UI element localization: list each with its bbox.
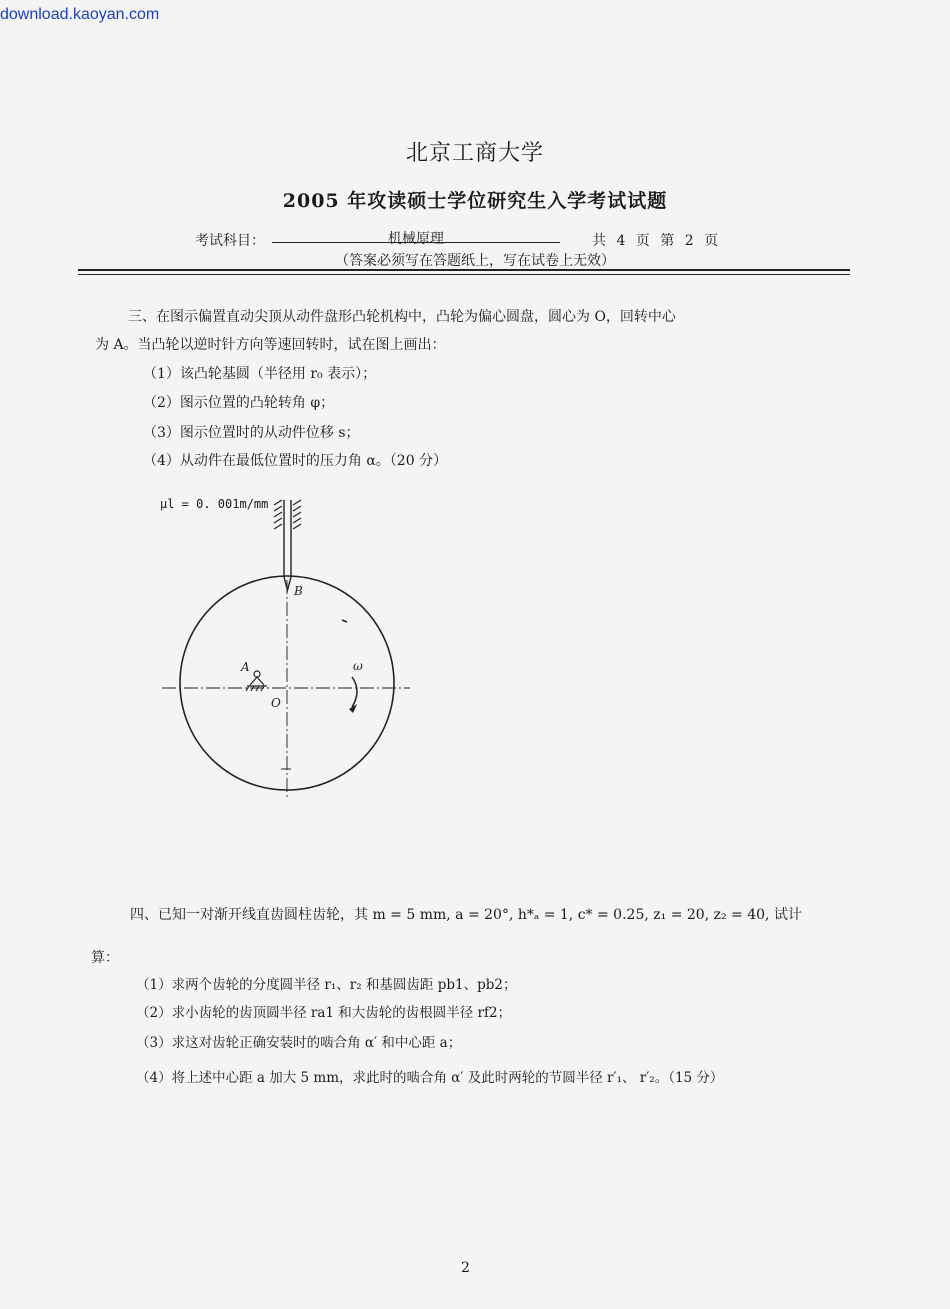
point-o-label: O (271, 696, 281, 710)
point-a-label: A (241, 660, 250, 674)
question4-item-4: （4）将上述中心距 a 加大 5 mm，求此时的啮合角 α′ 及此时两轮的节圆半径 r′₁、 r′₂。（15 分） (136, 1070, 724, 1086)
question4-item-3: （3）求这对齿轮正确安装时的啮合角 α′ 和中心距 a； (136, 1035, 462, 1051)
answer-notice: （答案必须写在答题纸上，写在试卷上无效） (335, 253, 615, 269)
question3-line2: 为 A。当凸轮以逆时针方向等速回转时，试在图上画出： (95, 337, 446, 353)
question4-item-2: （2）求小齿轮的齿顶圆半径 ra1 和大齿轮的齿根圆半径 rf2； (136, 1005, 512, 1021)
question3-item-1: （1）该凸轮基圆（半径用 r₀ 表示）； (143, 366, 377, 382)
page-count: 共 4 页 第 2 页 (592, 233, 719, 249)
rotation-arrow (352, 677, 357, 707)
point-b-label: B (294, 584, 303, 598)
header-rule-thin (78, 274, 850, 275)
subject-label: 考试科目： (195, 233, 265, 249)
exam-title: 2005 年攻读硕士学位研究生入学考试试题 (282, 190, 668, 212)
question4-line2: 算： (91, 950, 119, 966)
question3-item-3: （3）图示位置时的从动件位移 s； (143, 425, 360, 441)
question3-item-2: （2）图示位置的凸轮转角 φ； (143, 395, 335, 411)
question4-line1: 四、已知一对渐开线直齿圆柱齿轮，其 m = 5 mm, a = 20°, h*ₐ = 1, c* = 0.25, z₁ = 20, z₂ = 40, 试计 (130, 907, 802, 923)
omega-label: ω (353, 659, 363, 673)
watermark-link[interactable]: download.kaoyan.com (0, 6, 160, 23)
question4-item-1: （1）求两个齿轮的分度圆半径 r₁、r₂ 和基圆齿距 pb1、pb2； (136, 977, 517, 993)
header-rule-thick (78, 269, 850, 271)
page-number: 2 (461, 1260, 470, 1276)
cam-mechanism-figure (150, 495, 430, 805)
follower-guide-hatch (274, 500, 301, 529)
subject-name: 机械原理 (388, 231, 444, 247)
question3-item-4: （4）从动件在最低位置时的压力角 α。（20 分） (143, 453, 448, 469)
figure-scale: μl = 0. 001m/mm (160, 497, 269, 511)
university-name: 北京工商大学 (405, 141, 544, 166)
cam-rim-tick (342, 620, 347, 622)
question3-line1: 三、在图示偏置直动尖顶从动件盘形凸轮机构中，凸轮为偏心圆盘，圆心为 O，回转中心 (128, 309, 676, 325)
